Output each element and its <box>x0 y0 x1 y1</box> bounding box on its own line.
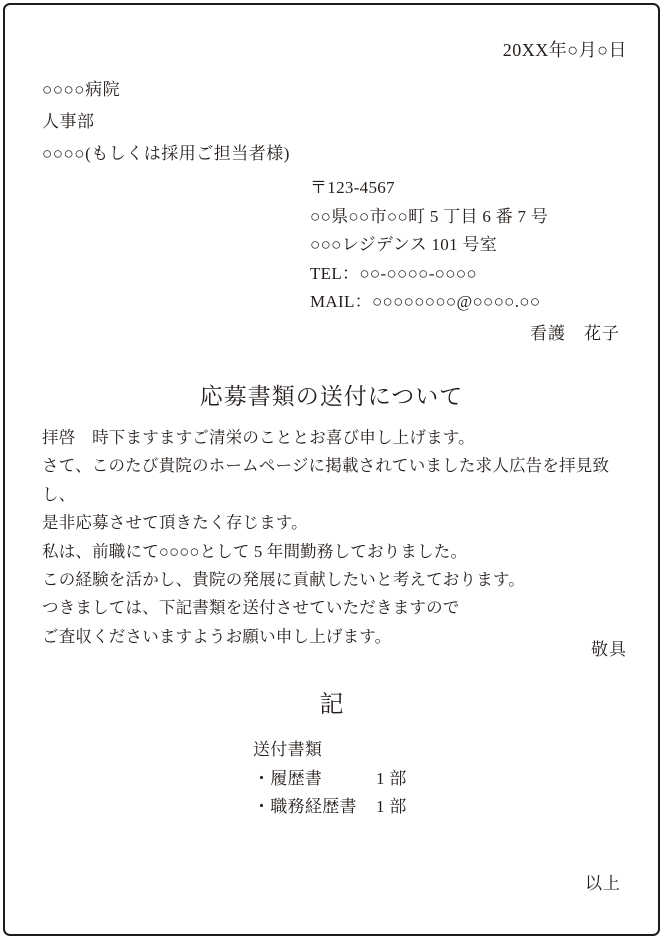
body-line: 私は、前職にて○○○○として 5 年間勤務しておりました。 <box>42 541 468 561</box>
record-heading-ki: 記 <box>319 692 344 718</box>
body-line: つきましては、下記書類を送付させていただきますので <box>42 598 460 618</box>
end-note-ijou: 以上 <box>585 874 621 893</box>
sender-block <box>310 174 548 317</box>
enclosure-item-label: ・履歴書 <box>253 768 323 788</box>
body-line: 拝啓 時下ますますご清栄のこととお喜び申し上げます。 <box>42 428 475 447</box>
sender-address-line2: ○○○レジデンス 101 号室 <box>310 235 498 255</box>
enclosure-item <box>253 793 407 822</box>
sender-tel: TEL：○○-○○○○-○○○○ <box>310 263 477 283</box>
recipient-department: 人事部 <box>42 112 95 131</box>
enclosure-item-count: 1 部 <box>376 768 407 788</box>
letter-body <box>42 424 629 651</box>
body-line: 是非応募させて頂きたく存じます。 <box>42 513 308 533</box>
enclosure-item <box>253 765 407 794</box>
sender-mail: MAIL：○○○○○○○○@○○○○.○○ <box>310 292 541 312</box>
enclosure-item-count: 1 部 <box>376 797 407 817</box>
body-line: この経験を活かし、貴院の発展に貢献したいと考えております。 <box>42 570 525 590</box>
enclosure-heading: 送付書類 <box>253 740 323 759</box>
sender-postal-code: 〒123-4567 <box>310 178 395 197</box>
document-title: 応募書類の送付について <box>199 384 464 409</box>
sender-name: 看護 花子 <box>530 324 620 343</box>
body-line: ご査収くださいますようお願い申し上げます。 <box>42 626 392 646</box>
recipient-block <box>42 74 290 170</box>
recipient-hospital: ○○○○病院 <box>42 80 121 99</box>
enclosure-item-label: ・職務経歴書 <box>253 797 357 817</box>
closing-keigu: 敬具 <box>591 640 627 659</box>
recipient-contact-person: ○○○○(もしくは採用ご担当者様) <box>42 144 290 163</box>
letter-date: 20XX年○月○日 <box>502 40 627 60</box>
sender-address-line1: ○○県○○市○○町 5 丁目 6 番 7 号 <box>310 206 549 226</box>
body-line: さて、このたび貴院のホームページに掲載されていました求人広告を拝見致し、 <box>42 456 610 504</box>
enclosure-list <box>253 736 407 822</box>
